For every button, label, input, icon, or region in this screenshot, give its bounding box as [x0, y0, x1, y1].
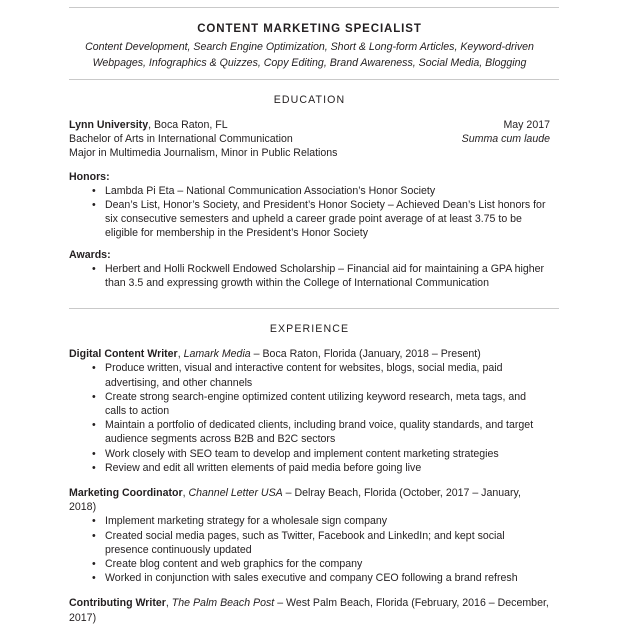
- education-school-name: Lynn University: [69, 119, 149, 131]
- job-meta-1: – Delray Beach, Florida (October, 2017 – January, 2018): [69, 487, 522, 514]
- job-title-0: Digital Content Writer: [69, 348, 178, 361]
- list-item: • Worked in conjunction with sales executive and company CEO following a brand refresh: [69, 571, 550, 585]
- job-company-2: The Palm Beach Post: [171, 597, 275, 610]
- spacer: [69, 290, 550, 292]
- header-subtitle-line-2: Webpages, Infographics & Quizzes, Copy Editing, Brand Awareness, Social Media, Blogging: [92, 56, 527, 69]
- list-item: • Created social media pages, such as Twitter, Facebook and LinkedIn; and kept social presence continuously updated: [69, 529, 550, 557]
- section-title-experience: EXPERIENCE: [269, 323, 350, 336]
- list-item: • Review and edit all written elements of paid media before going live: [69, 461, 550, 475]
- education-date: May 2017: [503, 119, 550, 131]
- job-heading-1: Marketing Coordinator, Channel Letter USA – Delray Beach, Florida (October, 2017 – January, 2018): [69, 487, 522, 514]
- job-bullets-1: [69, 514, 550, 585]
- list-item: • Implement marketing strategy for a wholesale sign company: [69, 514, 550, 528]
- honors-list: [69, 184, 550, 241]
- resume-page: [0, 7, 619, 624]
- list-item: • Dean’s List, Honor’s Society, and President’s Honor Society – Achieved Dean’s List honors for six consecutive semesters and upheld a career grade point average of at least 3.75 to be eligible for membership in the President’s Honor Society: [69, 198, 550, 241]
- list-item: • Maintain a portfolio of dedicated clients, including brand voice, quality standards, and target audience segments across B2B and B2C sectors: [69, 418, 550, 446]
- job-title-1: Marketing Coordinator: [69, 487, 183, 500]
- job-title-2: Contributing Writer: [69, 597, 166, 610]
- education-school-line: [69, 118, 503, 132]
- job-meta-2: – West Palm Beach, Florida (February, 2016 – December, 2017): [69, 597, 549, 624]
- divider-top: [69, 7, 559, 8]
- job-company-0: Lamark Media: [183, 348, 251, 361]
- list-item: • Create blog content and web graphics for the company: [69, 557, 550, 571]
- section-title-education: EDUCATION: [273, 94, 346, 106]
- list-item: • Herbert and Holli Rockwell Endowed Scholarship – Financial aid for maintaining a GPA higher than 3.5 and expressing growth within the College of International Communication: [69, 262, 550, 290]
- education-major-minor: Major in Multimedia Journalism, Minor in Public Relations: [69, 147, 338, 160]
- awards-list: [69, 262, 550, 290]
- header-subtitle-line-1: Content Development, Search Engine Optimization, Short & Long-form Articles, Keyword-driven: [85, 41, 534, 53]
- divider-after-header: [69, 79, 559, 80]
- list-item: • Lambda Pi Eta – National Communication Association’s Honor Society: [69, 184, 550, 198]
- list-item: • Produce written, visual and interactive content for websites, blogs, social media, paid advertising, and other channels: [69, 361, 550, 389]
- education-row-school: [69, 118, 550, 132]
- job-bullets-0: [69, 361, 550, 475]
- education-row-major: [69, 146, 550, 160]
- divider-before-experience: [69, 308, 559, 309]
- honors-label: Honors:: [69, 170, 110, 183]
- list-item: • Create strong search-engine optimized content utilizing keyword research, meta tags, and calls to action: [69, 390, 550, 418]
- page-title: CONTENT MARKETING SPECIALIST: [197, 23, 422, 35]
- job-meta-0: – Boca Raton, Florida (January, 2018 – Present): [250, 348, 481, 361]
- education-distinction: Summa cum laude: [461, 133, 550, 146]
- job-heading-0: Digital Content Writer, Lamark Media – Boca Raton, Florida (January, 2018 – Present): [69, 348, 481, 361]
- education-degree: Bachelor of Arts in International Communication: [69, 133, 293, 146]
- list-item: • Work closely with SEO team to develop and implement content marketing strategies: [69, 447, 550, 461]
- education-school-location: , Boca Raton, FL: [148, 119, 228, 131]
- education-row-degree: [69, 132, 550, 146]
- awards-label: Awards:: [69, 248, 111, 261]
- job-company-1: Channel Letter USA: [188, 487, 283, 500]
- job-heading-2: Contributing Writer, The Palm Beach Post – West Palm Beach, Florida (February, 2016 – December, 2017): [69, 597, 549, 624]
